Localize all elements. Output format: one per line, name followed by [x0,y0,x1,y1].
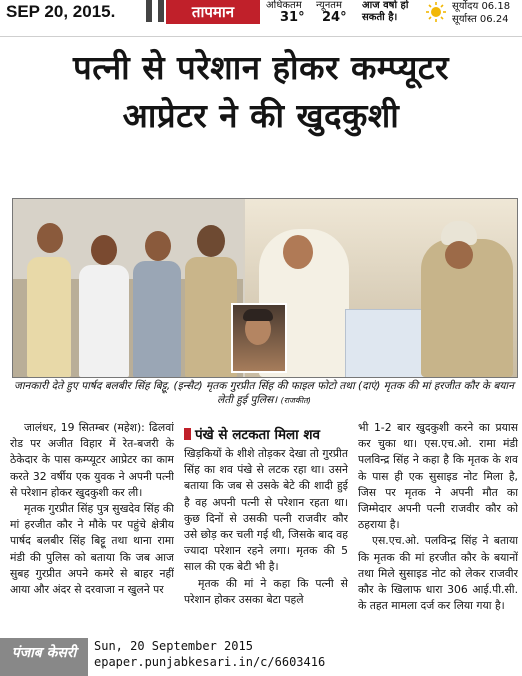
epaper-footer [0,638,522,676]
divider-bar [158,0,164,22]
inset-portrait-deceased [231,303,287,373]
rain-line-2: सकती है। [362,12,398,23]
rain-line-1: आज वर्षा हो [362,0,409,11]
subheading-marker [184,428,191,440]
rain-forecast [362,0,408,24]
paragraph: एस.एच.ओ. पलविन्द्र सिंह ने बताया कि मृतक की मां हरजीत कौर के बयानों तथा मिले सुसाइड नोट को लेकर राजवीर कौर के खिलाफ धारा 306 आई.पी.सी. के तहत मामला दर्ज कर लिया गया है। [358,534,518,613]
max-temp-value: 31° [280,10,305,25]
headline-line-1: पत्नी से परेशान होकर कम्प्यूटर [72,48,450,87]
photo-caption [14,379,514,408]
max-temp-label: अधिकतम [266,0,302,11]
caption-text: जानकारी देते हुए पार्षद बलबीर सिंह बिट्टू, (इन्सैट) मृतक गुरप्रीत सिंह की फाइल फोटो तथा (दाएं) मृतक की मां हरजीत कौर के बयान लेती हुई पुलिस। [14,380,514,406]
footer-text [94,638,325,670]
caption-credit: (राजकीत) [280,396,311,405]
min-temp-label: न्यूनतम [316,0,342,11]
paragraph: जालंधर, 19 सितम्बर (महेश): ढिलवां रोड पर अजीत विहार में रेत-बजरी के ठेकेदार के पास कम्प्यूटर आप्रेटर का काम करते 32 वर्षीय एक युवक ने अपनी पत्नी से परेशान होकर खुदकुशी कर ली। [10,421,174,499]
max-temp [266,0,305,24]
news-photo [12,198,518,378]
article-column-2 [184,446,348,642]
sun-icon [426,2,446,22]
footer-url[interactable]: epaper.punjabkesari.in/c/6603416 [94,655,326,669]
article-column-1 [10,420,174,640]
min-temp-value: 24° [322,10,347,25]
paragraph: भी 1-2 बार खुदकुशी करने का प्रयास कर चुका था। एस.एच.ओ. रामा मंडी पलविन्द्र सिंह ने कहा है कि मृतक के शव के पास ही एक सुसाइड नोट मिला है, जिस पर मृतक ने अपनी मौत का जिम्मेदार अपनी पत्नी राजवीर कौर को ठहराया है। [358,421,518,532]
temperature-tag: तापमान [166,0,260,24]
paragraph: खिड़कियों के शीशे तोड़कर देखा तो गुरप्रीत सिंह का शव पंखे से लटक रहा था। उसने बताया कि जब से उसके बेटे की शादी हुई है वह अपनी पत्नी से परेशान रहता था। कुछ दिनों से उसकी पत्नी राजवीर कौर उसे छोड़ कर चली गई थी, जिसके बाद वह ज्यादा परेशान रहने लगा। मृतक की 5 साल की एक बेटी भी है। [184,447,348,574]
paragraph: मृतक गुरप्रीत सिंह पुत्र सुखदेव सिंह की मां हरजीत कौर ने मौके पर पहुंचे क्षेत्रीय पार्षद बलबीर सिंह बिट्टू तथा थाना रामा मंडी की पुलिस को बताया कि जब आज सुबह गुरप्रीत अपने कमरे से बाहर नहीं आया और अंदर से दरवाजा न खुलने पर [10,502,174,597]
sun-times [452,0,510,26]
subheading [184,425,350,443]
footer-date: Sun, 20 September 2015 [94,639,253,653]
edition-date: SEP 20, 2015. [6,2,116,21]
min-temp [316,0,347,24]
newspaper-logo: पंजाब केसरी [0,638,88,676]
photo-councillor-group [13,199,243,377]
divider-bar [146,0,152,22]
headline [6,44,516,140]
headline-line-2: आप्रेटर ने की खुदकुशी [122,96,400,135]
sunset-time: सूर्यास्त 06.24 [452,14,509,25]
masthead-strip [0,0,522,37]
article-column-3 [358,420,518,640]
sunrise-time: सूर्योदय 06.18 [452,1,511,12]
subheading-text: पंखे से लटकता मिला शव [195,427,321,443]
paragraph: मृतक की मां ने कहा कि पत्नी से परेशान होकर उसका बेटा पहले [184,576,348,606]
